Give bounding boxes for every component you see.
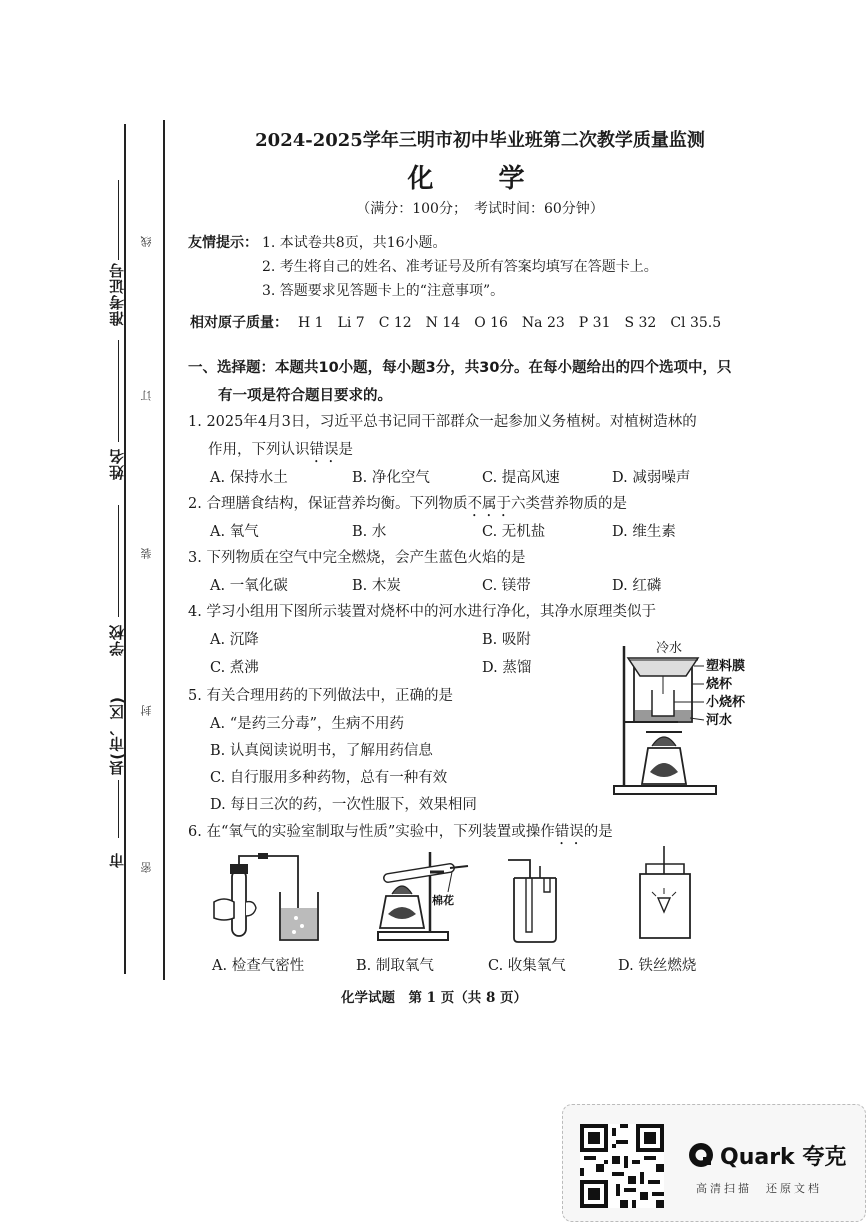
tip-3: 3. 答题要求见答题卡上的“注意事项”。 xyxy=(262,283,505,299)
q4-label-small-beaker: 小烧杯 xyxy=(706,695,746,710)
q2-stem xyxy=(188,492,627,520)
q5-option-c: C. 自行服用多种药物，总有一种有效 xyxy=(210,770,448,786)
q3-option-b: B. 木炭 xyxy=(352,578,401,594)
q6-figure-a-airtightness xyxy=(206,852,326,944)
quark-logo-icon xyxy=(688,1142,714,1168)
q1-stem: 1. 2025年4月3日，习近平总书记同干部群众一起参加义务植树。对植树造林的 xyxy=(188,414,697,430)
tip-2: 2. 考生将自己的姓名、准考证号及所有答案均填写在答题卡上。 xyxy=(262,259,658,275)
binding-line-inner xyxy=(163,120,165,980)
q5-option-d: D. 每日三次的药，一次性服下，效果相同 xyxy=(210,797,477,813)
q4-label-river-water: 河水 xyxy=(706,713,733,728)
side-mark-line: 线 xyxy=(140,236,153,247)
q6-stem xyxy=(188,820,613,848)
q2-emphasis: 不属于 xyxy=(467,496,511,512)
exam-meta: （满分：100分； 考试时间：60分钟） xyxy=(356,201,604,217)
section-1-heading-cont: 有一项是符合题目要求的。 xyxy=(218,388,392,404)
side-label-exam-id: 准考证号 xyxy=(108,262,126,326)
side-mark-fold: 装 xyxy=(140,548,153,559)
q2-option-a: A. 氧气 xyxy=(210,524,259,540)
side-mark-secret: 密 xyxy=(140,862,153,873)
q6-option-a: A. 检查气密性 xyxy=(212,958,305,974)
side-field-county xyxy=(118,780,119,838)
q4-label-beaker: 烧杯 xyxy=(706,677,733,692)
q6-option-d: D. 铁丝燃烧 xyxy=(618,958,697,974)
q1-option-c: C. 提高风速 xyxy=(482,470,560,486)
subject-title: 化 学 xyxy=(407,164,553,194)
section-1-heading: 一、选择题：本题共10小题，每小题3分，共30分。在每小题给出的四个选项中，只 xyxy=(188,360,732,376)
q5-option-b: B. 认真阅读说明书，了解用药信息 xyxy=(210,743,433,759)
q2-option-d: D. 维生素 xyxy=(612,524,676,540)
q1-option-d: D. 减弱噪声 xyxy=(612,470,691,486)
q6-stem-post: 的是 xyxy=(583,824,613,840)
q1-stem-post: 是 xyxy=(338,442,353,458)
q1-stem-pre: 作用，下列认识 xyxy=(208,442,310,458)
q3-option-c: C. 镁带 xyxy=(482,578,531,594)
q3-option-a: A. 一氧化碳 xyxy=(210,578,288,594)
q6-figure-d-iron-burning xyxy=(630,846,700,946)
binding-line-outer xyxy=(124,124,126,974)
q4-option-c: C. 煮沸 xyxy=(210,660,259,676)
q4-option-d: D. 蒸馏 xyxy=(482,660,532,676)
q2-option-c: C. 无机盐 xyxy=(482,524,546,540)
side-field-name xyxy=(118,340,119,442)
q4-label-plastic-film: 塑料膜 xyxy=(706,659,746,674)
q6-label-cotton: 棉花 xyxy=(432,894,454,907)
tips-label: 友情提示： xyxy=(188,235,258,251)
q4-label-cold-water: 冷水 xyxy=(656,641,683,656)
quark-brand-text: Quark 夸克 xyxy=(720,1145,847,1170)
side-label-county: 县(市、区) xyxy=(108,696,126,776)
q6-option-c: C. 收集氧气 xyxy=(488,958,566,974)
side-mark-seal: 封 xyxy=(140,705,153,716)
atomic-mass-label: 相对原子质量： xyxy=(190,315,288,331)
side-label-city: 市 xyxy=(108,852,126,868)
page-footer: 化学试题 第 1 页（共 8 页） xyxy=(340,990,528,1006)
q5-option-a: A. “是药三分毒”，生病不用药 xyxy=(210,716,405,732)
q6-option-b: B. 制取氧气 xyxy=(356,958,434,974)
side-field-school xyxy=(118,505,119,617)
q6-stem-pre: 6. 在“氧气的实验室制取与性质”实验中，下列装置或操作 xyxy=(188,824,555,840)
q4-apparatus-figure xyxy=(606,636,766,802)
q1-emphasis: 错误 xyxy=(309,442,339,458)
q4-stem: 4. 学习小组用下图所示装置对烧杯中的河水进行净化，其净水原理类似于 xyxy=(188,604,656,620)
q6-figure-b-preparation xyxy=(368,848,478,944)
q1-option-b: B. 净化空气 xyxy=(352,470,430,486)
qr-code-icon xyxy=(580,1124,664,1208)
q4-option-a: A. 沉降 xyxy=(210,632,259,648)
tip-1: 1. 本试卷共8页，共16小题。 xyxy=(262,235,447,251)
q1-stem-cont xyxy=(208,438,353,466)
side-field-exam-id xyxy=(118,180,119,260)
atomic-mass-values: H 1 Li 7 C 12 N 14 O 16 Na 23 P 31 S 32 Cl 35.5 xyxy=(298,315,722,331)
side-mark-bind: 订 xyxy=(140,390,153,401)
q1-option-a: A. 保持水土 xyxy=(210,470,288,486)
q6-figure-c-collection xyxy=(500,856,570,946)
quark-brand-subtitle: 高清扫描 还原文档 xyxy=(696,1182,822,1195)
q3-option-d: D. 红磷 xyxy=(612,578,662,594)
exam-title: 2024-2025学年三明市初中毕业班第二次教学质量监测 xyxy=(255,130,705,151)
side-label-name: 姓名 xyxy=(108,448,126,480)
q2-option-b: B. 水 xyxy=(352,524,387,540)
q2-stem-pre: 2. 合理膳食结构，保证营养均衡。下列物质 xyxy=(188,496,468,512)
q5-stem: 5. 有关合理用药的下列做法中，正确的是 xyxy=(188,688,453,704)
q4-option-b: B. 吸附 xyxy=(482,632,531,648)
q3-stem: 3. 下列物质在空气中完全燃烧，会产生蓝色火焰的是 xyxy=(188,550,526,566)
side-label-school: 学校 xyxy=(108,624,126,656)
q6-emphasis: 错误 xyxy=(554,824,584,840)
q2-stem-post: 六类营养物质的是 xyxy=(510,496,627,512)
